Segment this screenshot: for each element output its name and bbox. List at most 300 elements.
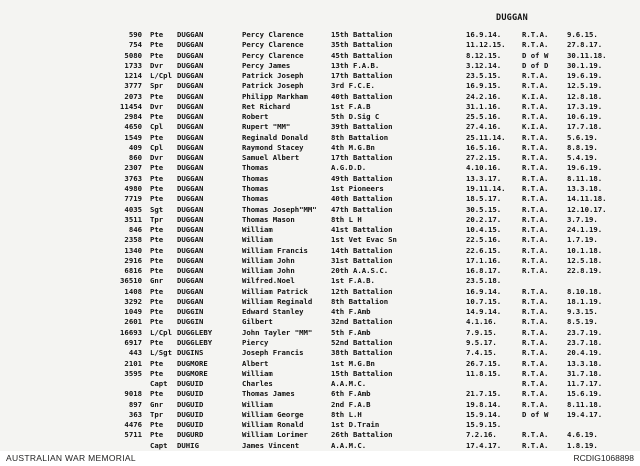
rank: Pte <box>150 430 164 440</box>
unit: 52nd Battalion <box>331 337 393 347</box>
enlistment-date: 22.6.15. <box>466 245 502 255</box>
rank: Pte <box>150 163 164 173</box>
unit: 1st Vet Evac Sn <box>331 235 397 245</box>
surname: DUGGAN <box>177 225 204 235</box>
table-row <box>0 81 640 91</box>
rank: Pte <box>150 112 164 122</box>
surname: DUGGAN <box>177 112 204 122</box>
service-number: 3763 <box>124 173 142 183</box>
fate-date: 23.7.18. <box>567 337 603 347</box>
rank: Pte <box>150 30 164 39</box>
surname: DUGGAN <box>177 132 204 142</box>
table-row <box>0 246 640 256</box>
page-header-surname: DUGGAN <box>496 13 528 23</box>
rank: Pte <box>150 255 164 265</box>
table-row <box>0 133 640 143</box>
given-names: Thomas <box>242 194 269 204</box>
fate: D of W <box>522 409 549 419</box>
enlistment-date: 7.4.15. <box>466 348 497 358</box>
unit: 40th Battalion <box>331 194 393 204</box>
fate: R.T.A. <box>522 296 549 306</box>
fate: R.T.A. <box>522 327 549 337</box>
surname: DUGGAN <box>177 204 204 214</box>
fate-date: 19.4.17. <box>567 409 603 419</box>
unit: 38th Battalion <box>331 348 393 358</box>
surname: DUGUID <box>177 399 204 409</box>
fate-date: 9.3.15. <box>567 307 598 317</box>
fate-date: 30.1.19. <box>567 60 603 70</box>
enlistment-date: 16.9.14. <box>466 286 502 296</box>
rank: Cpl <box>150 122 164 132</box>
given-names: William <box>242 225 273 235</box>
fate-date: 18.1.19. <box>567 296 603 306</box>
service-number: 6917 <box>124 337 142 347</box>
service-number: 9018 <box>124 389 142 399</box>
fate: R.T.A. <box>522 286 549 296</box>
given-names: Thomas James <box>242 389 295 399</box>
fate-date: 1.7.19. <box>567 235 598 245</box>
fate-date: 10.6.19. <box>567 112 603 122</box>
unit: 1st Pioneers <box>331 183 384 193</box>
given-names: James Vincent <box>242 440 300 450</box>
table-row <box>0 71 640 81</box>
table-row <box>0 143 640 153</box>
rank: Tpr <box>150 409 164 419</box>
given-names: William <box>242 235 273 245</box>
surname: DUGGAN <box>177 214 204 224</box>
table-row <box>0 328 640 338</box>
service-number: 860 <box>128 153 142 163</box>
rank: Pte <box>150 266 164 276</box>
table-row <box>0 51 640 61</box>
surname: DUGGAN <box>177 122 204 132</box>
table-row <box>0 40 640 50</box>
table-row <box>0 205 640 215</box>
unit: 31st Battalion <box>331 255 393 265</box>
fate: R.T.A. <box>522 214 549 224</box>
enlistment-date: 23.5.15. <box>466 71 502 81</box>
table-row <box>0 92 640 102</box>
enlistment-date: 27.2.15. <box>466 153 502 163</box>
fate: R.T.A. <box>522 183 549 193</box>
given-names: Edward Stanley <box>242 307 304 317</box>
enlistment-date: 27.4.16. <box>466 122 502 132</box>
surname: DUGGLEBY <box>177 337 213 347</box>
unit: A.G.D.D. <box>331 163 367 173</box>
fate: R.T.A. <box>522 317 549 327</box>
service-number: 2601 <box>124 317 142 327</box>
table-row <box>0 112 640 122</box>
enlistment-date: 24.2.16. <box>466 91 502 101</box>
rank: Pte <box>150 235 164 245</box>
service-number: 1340 <box>124 245 142 255</box>
table-row <box>0 215 640 225</box>
table-row <box>0 276 640 286</box>
fate: R.T.A. <box>522 132 549 142</box>
service-number: 2307 <box>124 163 142 173</box>
surname: DUGGAN <box>177 91 204 101</box>
fate-date: 8.11.18. <box>567 173 603 183</box>
rank: Pte <box>150 183 164 193</box>
enlistment-date: 10.7.15. <box>466 296 502 306</box>
given-names: William Francis <box>242 245 308 255</box>
enlistment-date: 7.2.16. <box>466 430 497 440</box>
fate: R.T.A. <box>522 430 549 440</box>
unit: 8th L H <box>331 214 362 224</box>
surname: DUGMORE <box>177 358 208 368</box>
table-row <box>0 266 640 276</box>
surname: DUGGAN <box>177 40 204 50</box>
surname: DUGGAN <box>177 30 204 39</box>
rank: Dvr <box>150 60 164 70</box>
enlistment-date: 22.5.16. <box>466 235 502 245</box>
unit: 17th Battalion <box>331 71 393 81</box>
given-names: William <box>242 399 273 409</box>
service-number: 3292 <box>124 296 142 306</box>
fate-date: 12.10.17. <box>567 204 607 214</box>
enlistment-date: 16.9.14. <box>466 30 502 39</box>
service-number: 36510 <box>120 276 142 286</box>
surname: DUGGAN <box>177 163 204 173</box>
table-row <box>0 348 640 358</box>
fate: R.T.A. <box>522 440 549 450</box>
enlistment-date: 21.7.15. <box>466 389 502 399</box>
service-number: 2101 <box>124 358 142 368</box>
enlistment-date: 15.9.14. <box>466 409 502 419</box>
given-names: Thomas <box>242 173 269 183</box>
given-names: Gilbert <box>242 317 273 327</box>
fate: R.T.A. <box>522 40 549 50</box>
table-row <box>0 174 640 184</box>
unit: 14th Battalion <box>331 245 393 255</box>
rank: Capt <box>150 379 168 389</box>
enlistment-date: 20.2.17. <box>466 214 502 224</box>
service-number: 16693 <box>120 327 142 337</box>
unit: 13th F.A.B. <box>331 60 380 70</box>
rank: Gnr <box>150 399 164 409</box>
surname: DUGUID <box>177 409 204 419</box>
fate: R.T.A. <box>522 225 549 235</box>
service-number: 3777 <box>124 81 142 91</box>
service-number: 2984 <box>124 112 142 122</box>
service-number: 7719 <box>124 194 142 204</box>
given-names: Thomas Joseph"MM" <box>242 204 317 214</box>
service-number: 4980 <box>124 183 142 193</box>
fate: R.T.A. <box>522 255 549 265</box>
surname: DUGGAN <box>177 235 204 245</box>
rank: Pte <box>150 245 164 255</box>
rank: Sgt <box>150 204 164 214</box>
unit: 41st Battalion <box>331 225 393 235</box>
enlistment-date: 10.4.15. <box>466 225 502 235</box>
unit: 2nd F.A.B <box>331 399 371 409</box>
given-names: Percy Clarence <box>242 50 304 60</box>
surname: DUGGAN <box>177 60 204 70</box>
fate-date: 19.6.19. <box>567 163 603 173</box>
table-row <box>0 297 640 307</box>
rank: Pte <box>150 368 164 378</box>
surname: DUGGAN <box>177 286 204 296</box>
service-number: 1549 <box>124 132 142 142</box>
enlistment-date: 26.7.15. <box>466 358 502 368</box>
surname: DUHIG <box>177 440 199 450</box>
fate: R.T.A. <box>522 379 549 389</box>
table-row <box>0 225 640 235</box>
fate-date: 13.3.18. <box>567 358 603 368</box>
unit: 39th Battalion <box>331 122 393 132</box>
table-row <box>0 163 640 173</box>
fate: R.T.A. <box>522 266 549 276</box>
rank: Pte <box>150 358 164 368</box>
service-number: 1733 <box>124 60 142 70</box>
surname: DUGMORE <box>177 368 208 378</box>
fate-date: 24.1.19. <box>567 225 603 235</box>
surname: DUGGAN <box>177 81 204 91</box>
service-number: 5711 <box>124 430 142 440</box>
rank: Pte <box>150 40 164 50</box>
fate: R.T.A. <box>522 153 549 163</box>
rank: Spr <box>150 81 164 91</box>
service-number: 590 <box>128 30 142 39</box>
unit: 35th Battalion <box>331 40 393 50</box>
archive-name: AUSTRALIAN WAR MEMORIAL <box>6 453 136 463</box>
enlistment-date: 31.1.16. <box>466 101 502 111</box>
rank: L/Sgt <box>150 348 172 358</box>
unit: 17th Battalion <box>331 153 393 163</box>
rank: Pte <box>150 91 164 101</box>
service-number: 846 <box>128 225 142 235</box>
surname: DUGGAN <box>177 142 204 152</box>
fate-date: 17.3.19. <box>567 101 603 111</box>
table-row <box>0 153 640 163</box>
unit: 1st F.A.B <box>331 101 371 111</box>
given-names: William John <box>242 266 295 276</box>
fate-date: 15.6.19. <box>567 389 603 399</box>
unit: 15th Battalion <box>331 368 393 378</box>
enlistment-date: 25.11.14. <box>466 132 506 142</box>
given-names: Patrick Joseph <box>242 71 304 81</box>
given-names: Patrick Joseph <box>242 81 304 91</box>
enlistment-date: 17.4.17. <box>466 440 502 450</box>
archive-reference: RCDIG1068898 <box>573 453 634 463</box>
fate-date: 4.6.19. <box>567 430 598 440</box>
surname: DUGGAN <box>177 71 204 81</box>
table-row <box>0 235 640 245</box>
service-number: 363 <box>128 409 142 419</box>
given-names: William Lorimer <box>242 430 308 440</box>
fate: R.T.A. <box>522 399 549 409</box>
given-names: Joseph Francis <box>242 348 304 358</box>
roll-entries <box>0 30 640 451</box>
surname: DUGGAN <box>177 266 204 276</box>
surname: DUGGLEBY <box>177 327 213 337</box>
fate-date: 8.5.19. <box>567 317 598 327</box>
fate-date: 30.11.18. <box>567 50 607 60</box>
enlistment-date: 16.5.16. <box>466 142 502 152</box>
service-number: 4035 <box>124 204 142 214</box>
unit: A.A.M.C. <box>331 379 367 389</box>
enlistment-date: 4.10.16. <box>466 163 502 173</box>
enlistment-date: 7.9.15. <box>466 327 497 337</box>
enlistment-date: 19.11.14. <box>466 183 506 193</box>
unit: 20th A.A.S.C. <box>331 266 389 276</box>
table-row <box>0 400 640 410</box>
unit: 15th Battalion <box>331 30 393 39</box>
given-names: William Ronald <box>242 420 304 430</box>
fate-date: 17.7.18. <box>567 122 603 132</box>
enlistment-date: 16.9.15. <box>466 81 502 91</box>
fate-date: 12.5.19. <box>567 81 603 91</box>
enlistment-date: 30.5.15. <box>466 204 502 214</box>
surname: DUGGAN <box>177 194 204 204</box>
unit: 4th M.G.Bn <box>331 142 375 152</box>
service-number: 1214 <box>124 71 142 81</box>
rank: Pte <box>150 225 164 235</box>
fate: R.T.A. <box>522 245 549 255</box>
rank: Tpr <box>150 214 164 224</box>
fate: R.T.A. <box>522 307 549 317</box>
given-names: Charles <box>242 379 273 389</box>
service-number: 6816 <box>124 266 142 276</box>
fate-date: 19.6.19. <box>567 71 603 81</box>
service-number: 4476 <box>124 420 142 430</box>
unit: 45th Battalion <box>331 50 393 60</box>
fate: R.T.A. <box>522 81 549 91</box>
service-number: 11454 <box>120 101 142 111</box>
given-names: Piercy <box>242 337 269 347</box>
service-number: 897 <box>128 399 142 409</box>
table-row <box>0 287 640 297</box>
unit: 12th Battalion <box>331 286 393 296</box>
given-names: Albert <box>242 358 269 368</box>
given-names: Thomas <box>242 163 269 173</box>
enlistment-date: 4.1.16. <box>466 317 497 327</box>
rank: Pte <box>150 194 164 204</box>
service-number: 1049 <box>124 307 142 317</box>
given-names: William George <box>242 409 304 419</box>
rank: Pte <box>150 389 164 399</box>
fate: R.T.A. <box>522 204 549 214</box>
fate: R.T.A. <box>522 30 549 39</box>
unit: 1st F.A.B. <box>331 276 375 286</box>
given-names: John Tayler "MM" <box>242 327 313 337</box>
enlistment-date: 13.3.17. <box>466 173 502 183</box>
rank: Cpl <box>150 142 164 152</box>
fate: R.T.A. <box>522 112 549 122</box>
fate: R.T.A. <box>522 194 549 204</box>
table-row <box>0 122 640 132</box>
table-row <box>0 441 640 451</box>
service-number: 754 <box>128 40 142 50</box>
fate: D of W <box>522 50 549 60</box>
unit: 8th Battalion <box>331 132 389 142</box>
surname: DUGGAN <box>177 245 204 255</box>
unit: 3rd F.C.E. <box>331 81 375 91</box>
table-row <box>0 338 640 348</box>
service-number: 409 <box>128 142 142 152</box>
table-row <box>0 102 640 112</box>
fate-date: 8.8.19. <box>567 142 598 152</box>
surname: DUGUID <box>177 420 204 430</box>
fate-date: 13.3.18. <box>567 183 603 193</box>
given-names: Rupert "MM" <box>242 122 291 132</box>
unit: 5th F.Amb <box>331 327 371 337</box>
fate-date: 3.7.19. <box>567 214 598 224</box>
enlistment-date: 18.5.17. <box>466 194 502 204</box>
fate-date: 11.7.17. <box>567 379 603 389</box>
enlistment-date: 19.8.14. <box>466 399 502 409</box>
given-names: William <box>242 368 273 378</box>
table-row <box>0 389 640 399</box>
rank: Pte <box>150 317 164 327</box>
rank: Pte <box>150 337 164 347</box>
given-names: Samuel Albert <box>242 153 300 163</box>
surname: DUGGAN <box>177 101 204 111</box>
fate-date: 22.8.19. <box>567 266 603 276</box>
fate-date: 5.6.19. <box>567 132 598 142</box>
surname: DUGGAN <box>177 296 204 306</box>
archive-footer <box>0 451 640 466</box>
service-number: 1408 <box>124 286 142 296</box>
fate: R.T.A. <box>522 163 549 173</box>
given-names: Thomas <box>242 183 269 193</box>
fate-date: 5.4.19. <box>567 153 598 163</box>
fate: K.I.A. <box>522 91 549 101</box>
enlistment-date: 23.5.18. <box>466 276 502 286</box>
rank: Pte <box>150 296 164 306</box>
given-names: William Reginald <box>242 296 313 306</box>
rank: Pte <box>150 132 164 142</box>
table-row <box>0 359 640 369</box>
unit: 40th Battalion <box>331 91 393 101</box>
enlistment-date: 14.9.14. <box>466 307 502 317</box>
enlistment-date: 3.12.14. <box>466 60 502 70</box>
service-number: 443 <box>128 348 142 358</box>
given-names: William John <box>242 255 295 265</box>
table-row <box>0 61 640 71</box>
rank: Dvr <box>150 153 164 163</box>
table-row <box>0 420 640 430</box>
table-row <box>0 307 640 317</box>
table-row <box>0 369 640 379</box>
fate-date: 8.11.18. <box>567 399 603 409</box>
enlistment-date: 11.8.15. <box>466 368 502 378</box>
fate: R.T.A. <box>522 142 549 152</box>
fate: R.T.A. <box>522 235 549 245</box>
rank: Pte <box>150 286 164 296</box>
unit: 47th Battalion <box>331 204 393 214</box>
rank: Pte <box>150 50 164 60</box>
surname: DUGGAN <box>177 276 204 286</box>
fate-date: 1.8.19. <box>567 440 598 450</box>
surname: DUGINS <box>177 348 204 358</box>
table-row <box>0 379 640 389</box>
unit: A.A.M.C. <box>331 440 367 450</box>
unit: 49th Battalion <box>331 173 393 183</box>
fate-date: 10.1.18. <box>567 245 603 255</box>
fate: R.T.A. <box>522 337 549 347</box>
enlistment-date: 9.5.17. <box>466 337 497 347</box>
fate-date: 12.5.18. <box>567 255 603 265</box>
surname: DUGGAN <box>177 50 204 60</box>
fate-date: 8.10.18. <box>567 286 603 296</box>
unit: 8th L.H <box>331 409 362 419</box>
fate-date: 27.8.17. <box>567 40 603 50</box>
unit: 1st M.G.Bn <box>331 358 375 368</box>
given-names: Wilfred.Noel <box>242 276 295 286</box>
given-names: Percy James <box>242 60 291 70</box>
service-number: 4650 <box>124 122 142 132</box>
